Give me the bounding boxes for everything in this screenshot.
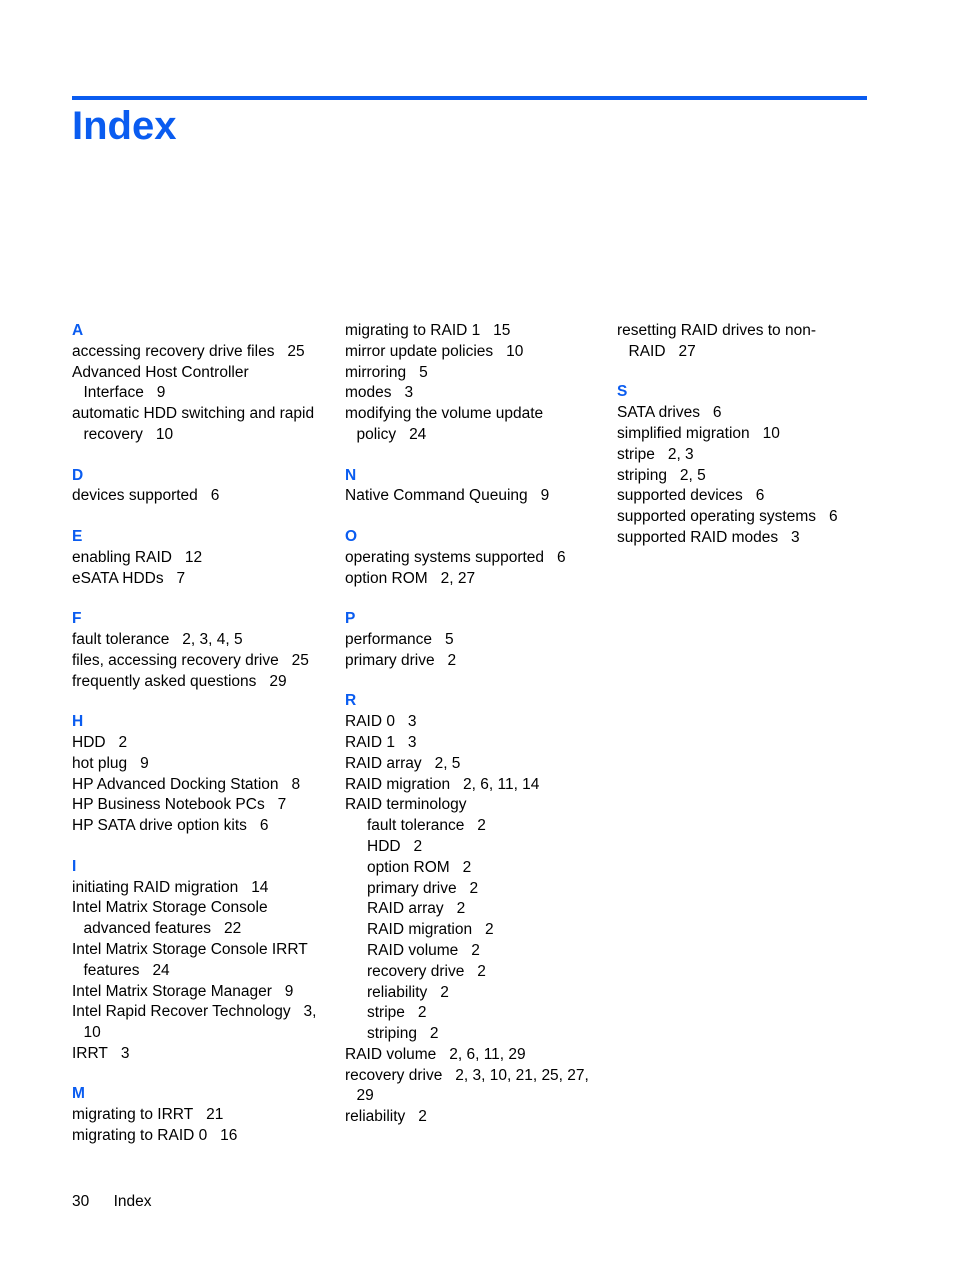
index-entry-pages: 27 — [678, 342, 696, 360]
index-entry-pages: 25 — [291, 651, 309, 669]
title-rule — [72, 96, 867, 100]
index-entry-term: option ROM — [345, 569, 428, 587]
index-entry-pages: 2 — [477, 962, 486, 980]
index-entry-pages: 8 — [291, 775, 301, 793]
index-entry-pages: 2, 5 — [434, 754, 461, 772]
index-letter-heading: R — [345, 692, 357, 710]
index-entry — [345, 363, 607, 384]
index-entry-term: migrating to RAID 1 — [345, 322, 481, 339]
footer-label: Index — [113, 1193, 152, 1210]
index-entry-term: resetting RAID drives to non-RAID — [617, 322, 817, 360]
index-entry — [72, 1044, 334, 1065]
index-entry-term: HDD — [72, 733, 106, 751]
index-entry-term: mirror update policies — [345, 342, 494, 360]
index-entry — [345, 775, 607, 796]
index-entry — [72, 982, 334, 1003]
index-letter-heading: O — [345, 527, 358, 545]
index-entry-pages: 3 — [120, 1044, 130, 1062]
index-entry — [617, 321, 879, 363]
index-entry-term: enabling RAID — [72, 548, 172, 566]
index-entry — [345, 383, 607, 404]
index-entry-pages: 6 — [712, 404, 722, 422]
index-entry-term: primary drive — [345, 651, 435, 669]
index-entry-term: RAID terminology — [345, 796, 467, 814]
index-entry-term: RAID migration — [345, 775, 451, 793]
index-entry — [72, 940, 334, 982]
index-entry-term: HDD — [367, 837, 401, 855]
index-letter-heading: H — [72, 713, 84, 731]
index-entry-term: modifying the volume update policy — [345, 405, 544, 443]
index-entry — [345, 342, 607, 363]
index-entry-term: HP Business Notebook PCs — [72, 796, 265, 814]
index-entry — [72, 1126, 334, 1147]
index-entry — [72, 754, 334, 775]
index-entry-pages: 2, 6, 11, 14 — [463, 775, 540, 793]
index-entry-term: simplified migration — [617, 424, 750, 442]
index-section — [345, 466, 607, 508]
index-entry-pages: 10 — [762, 424, 780, 442]
index-entry-term: SATA drives — [617, 404, 700, 422]
index-entry-pages: 2, 6, 11, 29 — [449, 1045, 526, 1063]
index-section — [72, 712, 334, 837]
index-entry — [72, 775, 334, 796]
index-entry-pages: 9 — [156, 384, 166, 402]
index-entry-term: eSATA HDDs — [72, 569, 164, 587]
index-column-1 — [72, 321, 334, 1167]
index-entry-term: fault tolerance — [72, 630, 170, 648]
index-entry — [72, 672, 334, 693]
index-entry — [345, 548, 607, 569]
index-entry-pages: 7 — [176, 569, 186, 587]
index-entry-term: automatic HDD switching and rapid recovery — [72, 405, 315, 443]
index-section — [345, 691, 607, 1128]
index-entry — [345, 630, 607, 651]
index-entry-pages: 15 — [493, 322, 511, 339]
index-subentry — [367, 941, 607, 962]
index-entry — [72, 816, 334, 837]
index-entry-pages: 6 — [259, 817, 269, 835]
index-entry — [72, 651, 334, 672]
index-entry-term: frequently asked questions — [72, 672, 257, 690]
index-entry-term: stripe — [617, 445, 655, 463]
index-entry-term: migrating to IRRT — [72, 1106, 194, 1124]
index-section — [72, 857, 334, 1065]
index-entry-pages: 2, 3, 4, 5 — [182, 630, 243, 648]
index-entry — [72, 733, 334, 754]
index-entry-pages: 16 — [220, 1127, 238, 1145]
index-entry-term: option ROM — [367, 858, 450, 876]
index-section — [345, 321, 607, 446]
index-entry-pages: 3 — [407, 713, 417, 731]
index-entry-term: RAID 1 — [345, 733, 395, 751]
index-entry-term: reliability — [345, 1108, 406, 1126]
index-entry — [72, 548, 334, 569]
index-entry — [345, 754, 607, 775]
index-entry-term: mirroring — [345, 363, 407, 381]
index-entry-term: devices supported — [72, 487, 198, 505]
index-entry — [72, 898, 334, 940]
index-entry-pages: 12 — [184, 548, 203, 566]
index-entry-pages: 2 — [447, 651, 457, 669]
index-entry-term: files, accessing recovery drive — [72, 651, 279, 669]
index-entry-pages: 22 — [223, 920, 242, 938]
index-entry-term: Native Command Queuing — [345, 487, 528, 505]
index-entry — [617, 507, 879, 528]
index-entry-term: initiating RAID migration — [72, 878, 239, 896]
index-entry-pages: 2, 3, 10, 21, 25, 27, 29 — [356, 1066, 589, 1105]
index-entry — [72, 404, 334, 446]
index-letter-heading: M — [72, 1085, 85, 1103]
index-entry-term: supported devices — [617, 487, 743, 505]
index-entry-pages: 2 — [429, 1025, 439, 1043]
index-entry — [345, 1066, 607, 1108]
page-footer — [72, 1192, 151, 1212]
index-entry-pages: 6 — [755, 487, 765, 505]
index-entry-term: Intel Matrix Storage Manager — [72, 982, 272, 1000]
index-entry-pages: 2 — [471, 941, 480, 959]
index-section — [345, 527, 607, 589]
index-column-3 — [617, 321, 879, 569]
index-entry-term: recovery drive — [345, 1066, 443, 1084]
index-letter-heading: I — [72, 857, 77, 875]
index-section — [72, 609, 334, 692]
index-entry-pages: 9 — [140, 754, 149, 772]
index-entry — [345, 712, 607, 733]
index-entry — [72, 878, 334, 899]
index-subentry — [367, 920, 607, 941]
index-entry — [72, 630, 334, 651]
index-entry-term: migrating to RAID 0 — [72, 1127, 208, 1145]
index-entry-term: striping — [617, 466, 667, 484]
index-entry-term: reliability — [367, 983, 428, 1001]
index-entry — [617, 445, 879, 466]
index-entry-pages: 2, 3 — [667, 445, 694, 463]
index-entry-pages: 5 — [444, 630, 454, 648]
index-letter-heading: N — [345, 466, 357, 484]
index-letter-heading: P — [345, 610, 356, 628]
index-entry — [617, 424, 879, 445]
index-entry-pages: 2, 27 — [440, 569, 476, 587]
index-section — [72, 527, 334, 589]
index-column-2 — [345, 321, 607, 1148]
index-entry — [72, 363, 334, 405]
index-entry-term: Intel Matrix Storage Console IRRT features — [72, 940, 308, 979]
index-entry — [345, 651, 607, 672]
index-entry-pages: 6 — [556, 548, 566, 566]
index-subentry — [367, 899, 607, 920]
index-entry-pages: 3, 10 — [83, 1003, 317, 1042]
index-entry-pages: 2 — [413, 837, 423, 855]
index-entry-pages: 2 — [462, 858, 472, 876]
index-entry — [72, 569, 334, 590]
index-entry-term: hot plug — [72, 754, 128, 772]
index-entry-term: RAID volume — [367, 941, 459, 959]
index-entry — [72, 1105, 334, 1126]
page-title: Index — [72, 104, 177, 148]
index-letter-heading: A — [72, 322, 84, 339]
index-entry-term: stripe — [367, 1004, 405, 1022]
index-entry-term: RAID array — [345, 754, 422, 772]
index-letter-heading: E — [72, 527, 83, 545]
index-entry-term: performance — [345, 630, 433, 648]
index-entry-term: accessing recovery drive files — [72, 342, 275, 360]
index-entry — [72, 486, 334, 507]
index-entry — [72, 342, 334, 363]
index-letter-heading: F — [72, 610, 82, 628]
index-subentry — [367, 858, 607, 879]
index-entry — [345, 321, 607, 342]
index-entry-pages: 14 — [251, 878, 269, 896]
index-subentry — [367, 983, 607, 1004]
index-letter-heading: S — [617, 383, 628, 401]
index-entry-pages: 2 — [485, 921, 494, 939]
index-entry-pages: 6 — [210, 487, 220, 505]
index-subentry — [367, 837, 607, 858]
index-entry-pages: 10 — [506, 342, 524, 360]
index-entry — [617, 486, 879, 507]
index-entry-term: fault tolerance — [367, 817, 465, 835]
index-entry-term: RAID volume — [345, 1045, 437, 1063]
index-entry-pages: 7 — [277, 796, 287, 814]
index-entry-pages: 2 — [469, 879, 479, 897]
index-entry-pages: 24 — [152, 961, 170, 979]
index-section — [345, 609, 607, 671]
index-entry-term: operating systems supported — [345, 548, 545, 566]
index-subentry — [367, 962, 607, 983]
index-entry-pages: 6 — [828, 508, 838, 526]
index-entry-pages: 9 — [540, 487, 550, 505]
index-section — [617, 321, 879, 363]
index-entry — [345, 733, 607, 754]
index-entry-term: supported RAID modes — [617, 528, 779, 546]
index-entry-pages: 29 — [269, 672, 287, 690]
index-entry-term: recovery drive — [367, 962, 465, 980]
index-entry-pages: 2 — [456, 900, 466, 918]
index-entry-pages: 2 — [477, 817, 486, 835]
index-entry-pages: 3 — [407, 733, 417, 751]
index-entry-term: striping — [367, 1025, 417, 1043]
index-entry — [345, 1107, 607, 1128]
index-section — [617, 382, 879, 548]
index-entry-term: Intel Rapid Recover Technology — [72, 1003, 291, 1021]
index-entry-pages: 2 — [440, 983, 449, 1001]
index-entry-term: HP SATA drive option kits — [72, 817, 247, 835]
index-entry-term: modes — [345, 384, 392, 402]
footer-page-number: 30 — [72, 1193, 90, 1210]
index-entry-pages: 10 — [155, 425, 174, 443]
index-entry-pages: 2 — [417, 1004, 427, 1022]
index-entry-pages: 9 — [284, 982, 294, 1000]
index-entry — [72, 1002, 334, 1044]
index-entry-pages: 21 — [206, 1106, 224, 1124]
index-entry — [345, 569, 607, 590]
index-entry-pages: 24 — [409, 425, 427, 443]
index-subentry — [367, 1003, 607, 1024]
index-subentry — [367, 816, 607, 837]
index-entry-term: RAID array — [367, 900, 444, 918]
index-section — [72, 321, 334, 446]
index-entry-term: primary drive — [367, 879, 457, 897]
index-entry-pages: 2 — [418, 1108, 427, 1126]
index-entry-term: RAID migration — [367, 921, 473, 939]
index-section — [72, 1084, 334, 1146]
index-entry-pages: 3 — [791, 528, 800, 546]
index-entry — [617, 403, 879, 424]
index-entry-term: Intel Matrix Storage Console advanced features — [72, 899, 268, 938]
index-entry-pages: 25 — [287, 342, 305, 360]
index-subentry — [367, 879, 607, 900]
index-entry-pages: 2 — [118, 733, 128, 751]
index-entry — [617, 466, 879, 487]
index-entry-pages: 5 — [419, 363, 428, 381]
index-entry-term: HP Advanced Docking Station — [72, 775, 279, 793]
index-entry — [617, 528, 879, 549]
index-entry — [345, 486, 607, 507]
index-entry — [345, 404, 607, 446]
index-subentry — [367, 1024, 607, 1045]
index-entry-term: RAID 0 — [345, 713, 395, 731]
index-entry — [72, 795, 334, 816]
index-entry — [345, 795, 607, 816]
index-entry — [345, 1045, 607, 1066]
index-entry-term: supported operating systems — [617, 508, 817, 526]
index-entry-term: Advanced Host Controller Interface — [72, 363, 249, 402]
index-letter-heading: D — [72, 466, 84, 484]
index-section — [72, 466, 334, 508]
index-entry-pages: 2, 5 — [679, 466, 706, 484]
index-entry-term: IRRT — [72, 1044, 108, 1062]
index-entry-pages: 3 — [404, 384, 414, 402]
